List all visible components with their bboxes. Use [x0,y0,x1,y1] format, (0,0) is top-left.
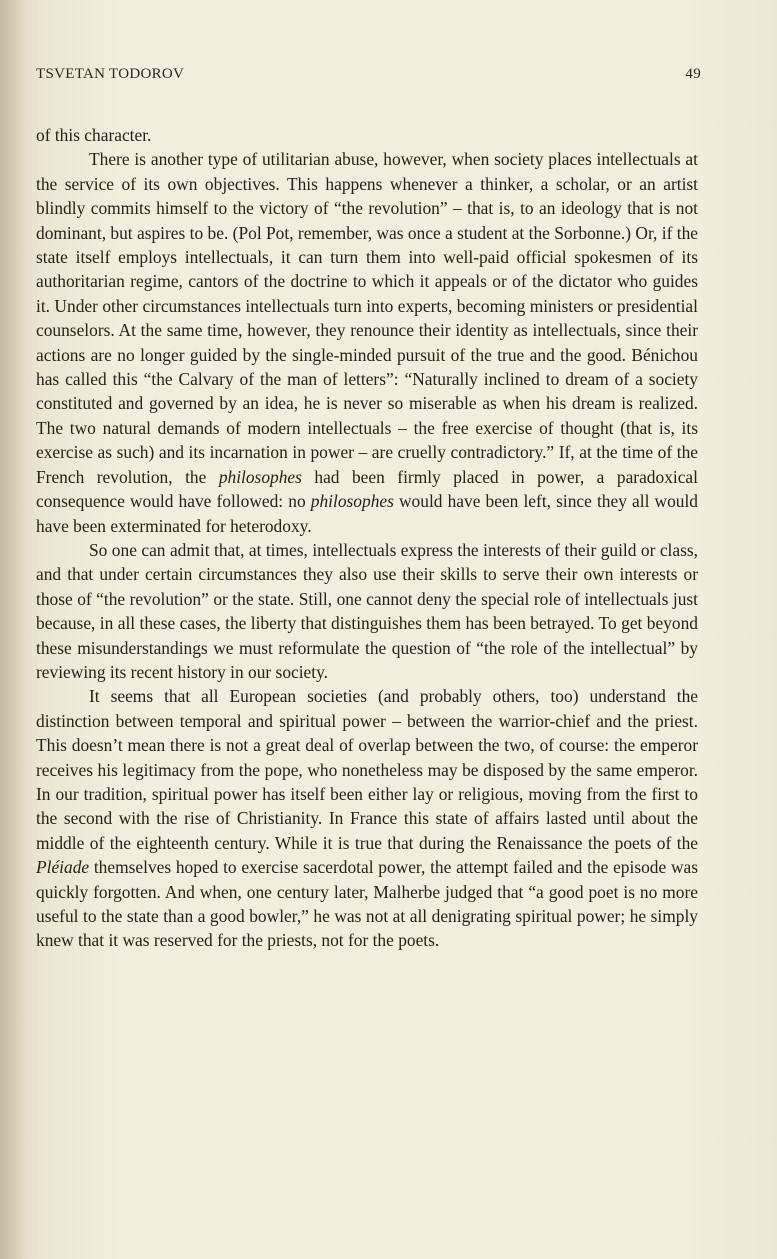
body-text [36,123,698,953]
gutter-shadow [0,0,26,1259]
page-number: 49 [685,66,701,82]
paragraph [36,684,698,952]
running-head [36,62,701,86]
italic-term: philosophes [310,491,394,512]
paragraph [36,123,698,147]
paragraph-text: had been firmly placed in power, a paradoxical consequence would have followed: no [36,466,698,512]
paragraph [36,538,698,684]
italic-term: Pléiade [36,857,90,878]
paragraph-text: So one can admit that, at times, intellectuals express the interests of their guild or class, and that under certain circumstances they also use their skills to serve their own interests or those of “the revolution” or the state. Still, one cannot deny the special role of intellectuals just because, in all these cases, the liberty that distinguishes them has been betrayed. To get beyond these misunderstandings we must reformulate the question of “the role of the intellectual” by reviewing its recent history in our society. [36,539,698,682]
paragraph-text: There is another type of utilitarian abuse, however, when society places intellectuals at the service of its own objectives. This happens whenever a thinker, a scholar, or an artist blindly commits himself to the victory of “the revolution” – that is, to an ideology that is not dominant, but aspires to be. (Pol Pot, remember, was once a student at the Sorbonne.) Or, if the state itself employs intellectuals, it can turn them into well-paid official spokesmen of its authoritarian regime, cantors of the doctrine to which it appeals or of the dictator who guides it. Under other circumstances intellectuals turn into experts, becoming ministers or presidential counselors. At the same time, however, they renounce their identity as intellectuals, since their actions are no longer guided by the single-minded pursuit of the true and the good. Bénichou has called this “the Calvary of the man of letters”: “Naturally inclined to dream of a society constituted and governed by an idea, he is never so miserable as when his dream is realized. The two natural demands of modern intellectuals – the free exercise of thought (that is, its exercise as such) and its incarnation in power – are cruelly contradictory.” If, at the time of the French revolution, the [36,149,698,487]
italic-term: philosophes [218,466,302,487]
paragraph-text: would have been left, since they all would have been exterminated for heterodoxy. [36,491,698,536]
paragraph-text: of this character. [36,125,152,145]
running-title: TSVETAN TODOROV [36,66,185,82]
paragraph-text: It seems that all European societies (and probably others, too) understand the distinction between temporal and spiritual power – between the warrior-chief and the priest. This doesn’t mean there is not a great deal of overlap between the two, of course: the emperor receives his legitimacy from the pope, who nonetheless may be disposed by the same emperor. In our tradition, spiritual power has itself been either lay or religious, moving from the first to the second with the rise of Christianity. In France this state of affairs lasted until about the middle of the eighteenth century. While it is true that during the Renaissance the poets of the [36,686,698,853]
paragraph [36,147,698,538]
paragraph-text: themselves hoped to exercise sacerdotal power, the attempt failed and the episode was quickly forgotten. And when, one century later, Malherbe judged that “a good poet is no more useful to the state than a good bowler,” he was not at all denigrating spiritual power; he simply knew that it was reserved for the priests, not for the poets. [36,857,698,951]
